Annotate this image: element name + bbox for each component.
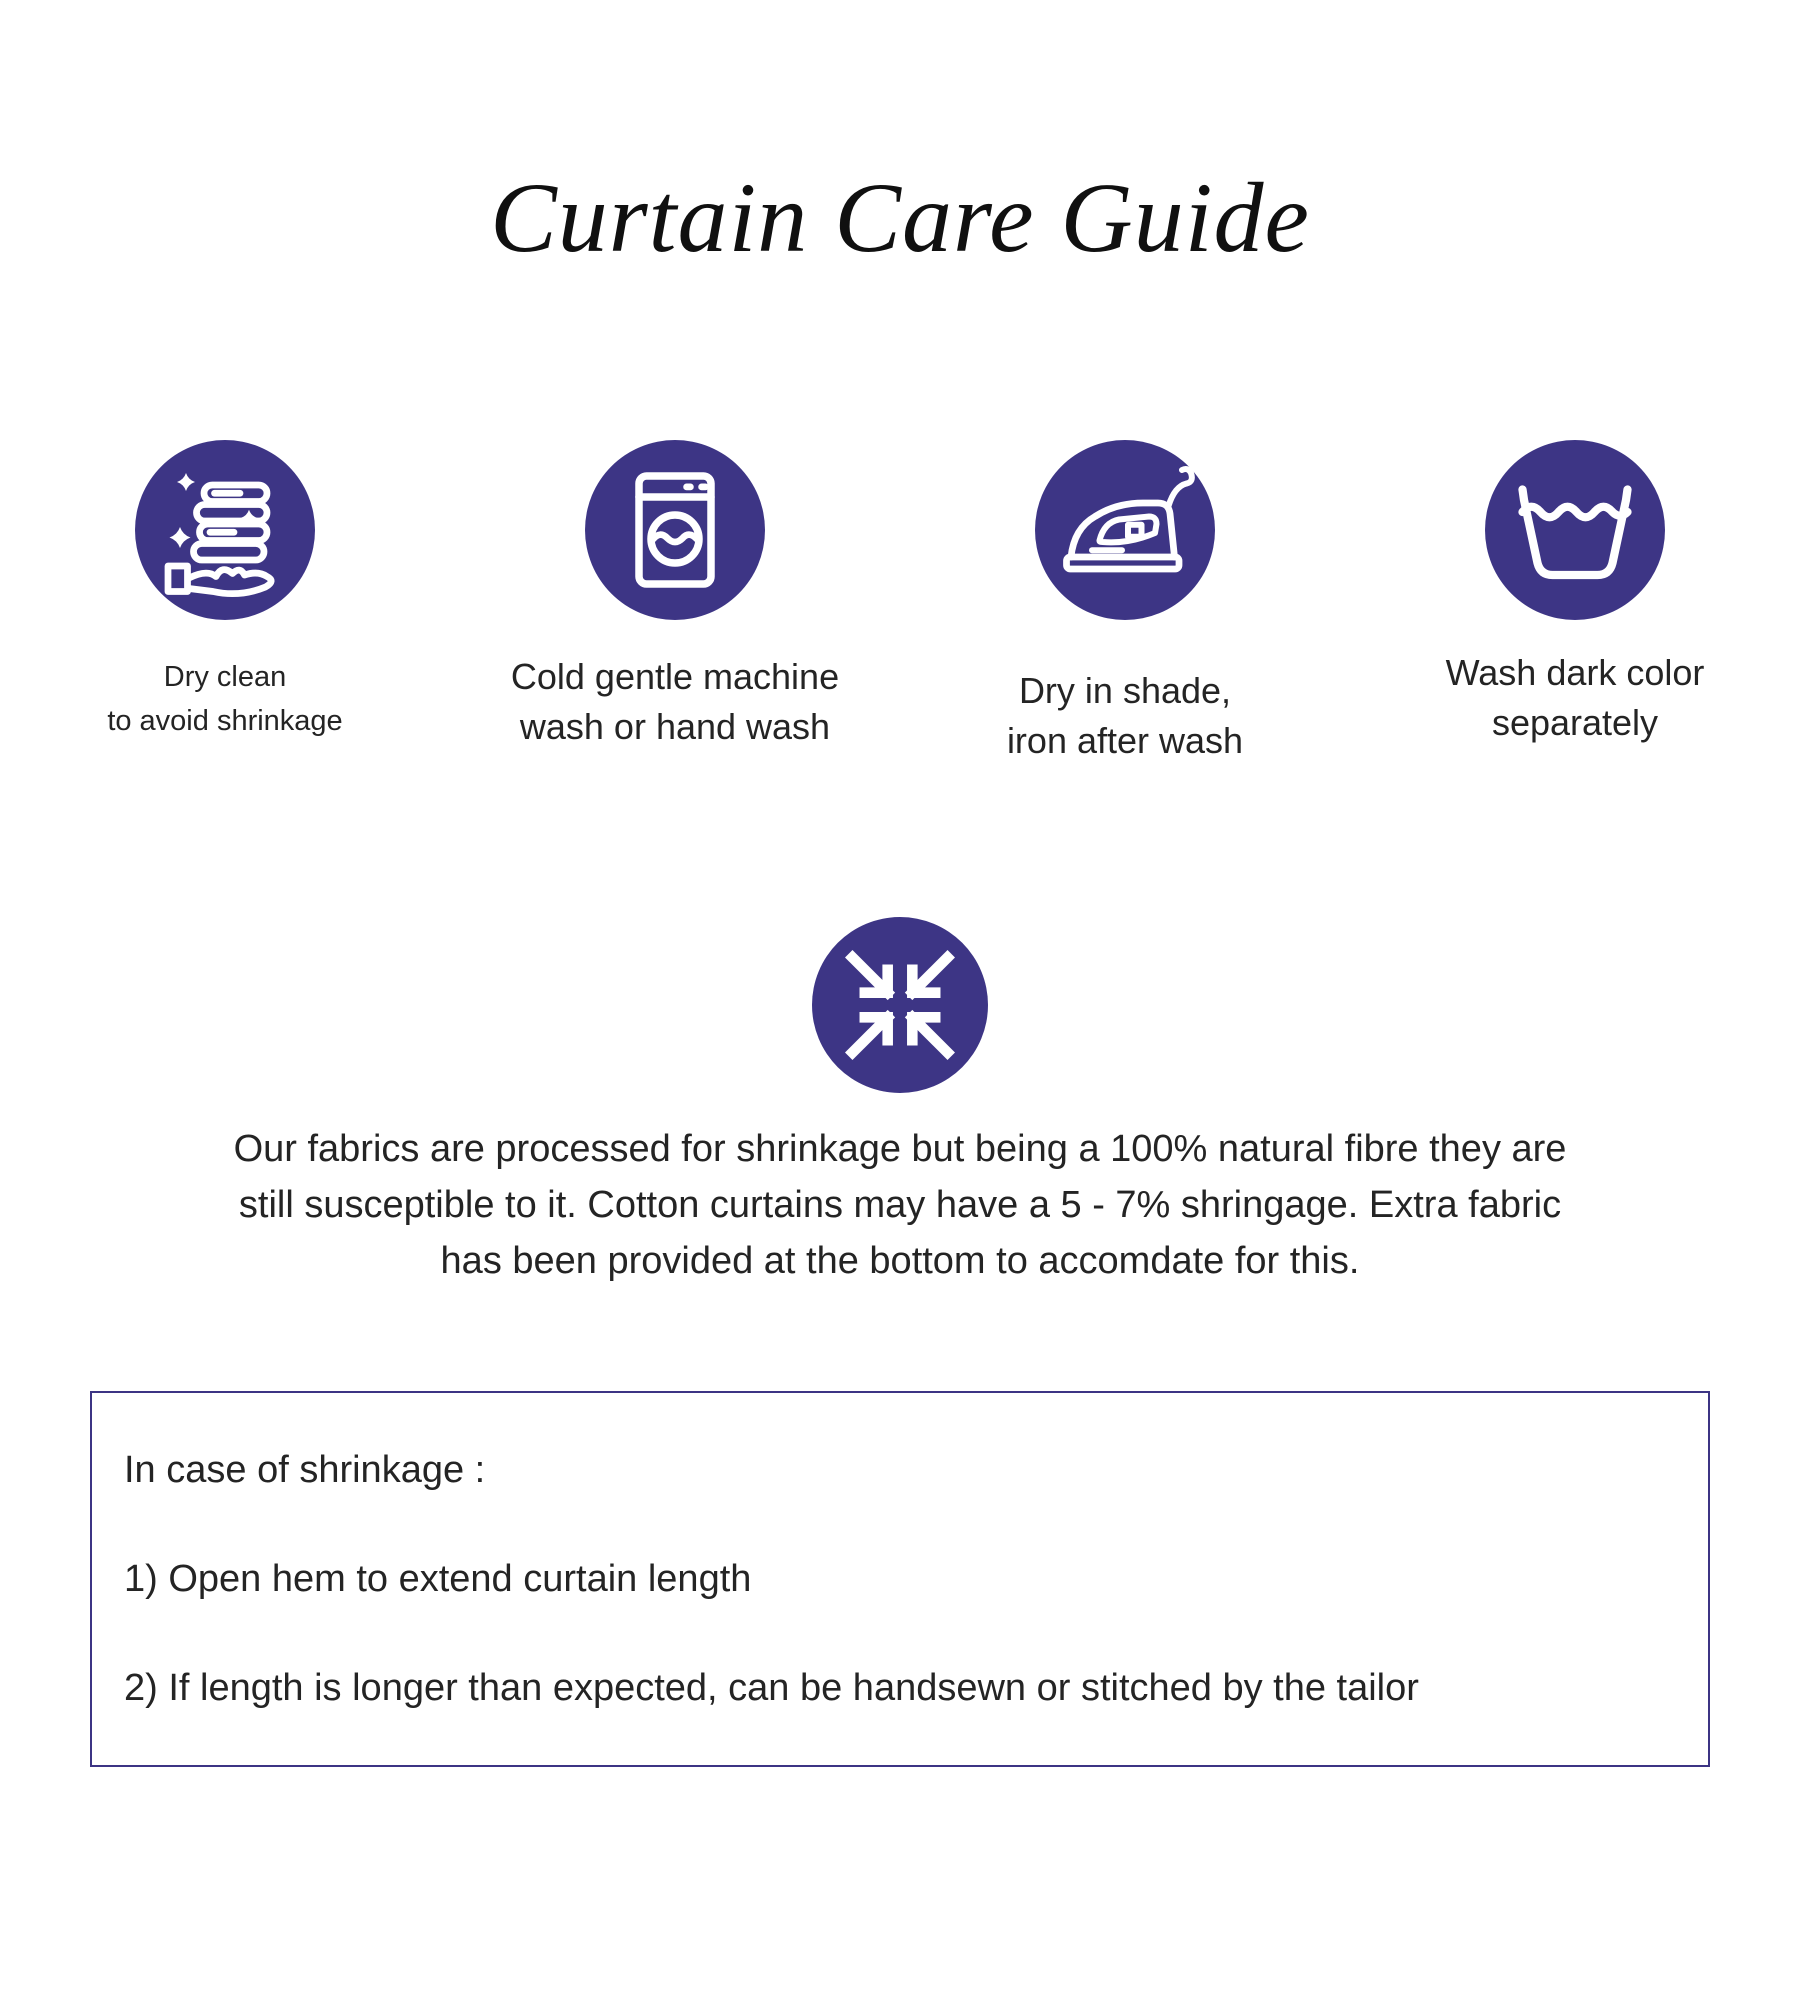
care-item-dry-iron xyxy=(900,440,1350,767)
shrink-arrows-icon xyxy=(812,917,988,1093)
shrinkage-section xyxy=(0,917,1800,1290)
caption-line: iron after wash xyxy=(1006,720,1244,762)
care-item-machine-wash xyxy=(450,440,900,767)
care-item-dry-clean xyxy=(0,440,450,767)
note-line: Our fabrics are processed for shrinkage but being a 100% natural fibre they are xyxy=(233,1127,1567,1170)
caption-line: Dry in shade, xyxy=(1018,670,1232,711)
care-caption-machine-wash xyxy=(511,652,839,753)
note-line: has been provided at the bottom to accomdate for this. xyxy=(440,1240,1360,1283)
wash-tub-icon xyxy=(1485,440,1665,620)
in-case-of-shrinkage-box xyxy=(90,1391,1710,1767)
caption-line: Wash dark color xyxy=(1445,652,1705,693)
care-caption-wash-dark xyxy=(1446,648,1705,749)
note-line: still susceptible to it. Cotton curtains may have a 5 - 7% shringage. Extra fabric xyxy=(238,1184,1562,1227)
shrinkage-note-paragraph xyxy=(234,1121,1567,1290)
caption-line: Cold gentle machine xyxy=(510,656,840,697)
caption-line: separately xyxy=(1491,702,1659,744)
caption-line: wash or hand wash xyxy=(519,706,831,748)
care-item-wash-dark xyxy=(1350,440,1800,767)
care-caption-dry-clean xyxy=(107,656,342,743)
care-instructions-row xyxy=(0,440,1800,767)
dry-clean-towels-icon xyxy=(135,440,315,620)
washing-machine-icon xyxy=(585,440,765,620)
care-caption-dry-iron xyxy=(1007,666,1243,767)
shrinkage-box-item-1: 1) Open hem to extend curtain length xyxy=(124,1558,752,1601)
page-title: Curtain Care Guide xyxy=(490,162,1310,273)
caption-line: Dry clean xyxy=(163,661,287,693)
shrinkage-box-heading: In case of shrinkage : xyxy=(124,1449,486,1492)
shrinkage-box-item-2: 2) If length is longer than expected, can be handsewn or stitched by the tailor xyxy=(124,1667,1419,1710)
caption-line: to avoid shrinkage xyxy=(107,704,343,737)
iron-icon xyxy=(1035,440,1215,620)
